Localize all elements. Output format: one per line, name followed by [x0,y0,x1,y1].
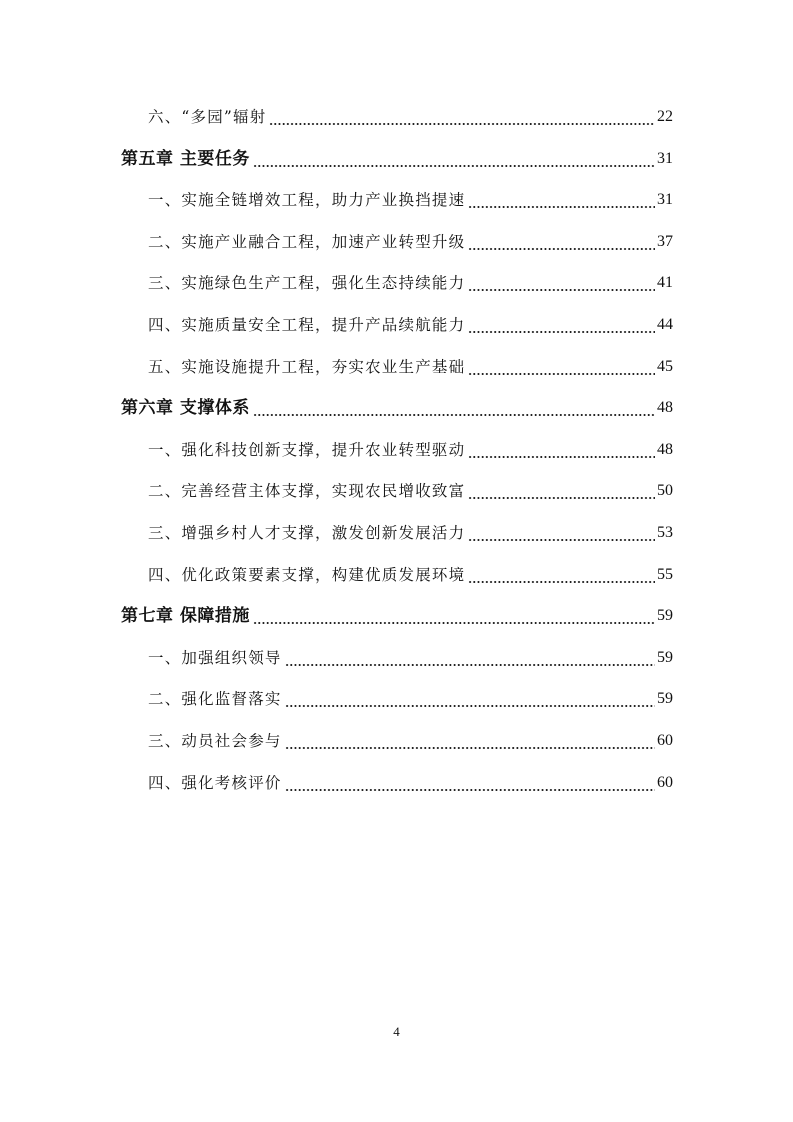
toc-entry-page: 55 [657,565,673,583]
toc-entry-page: 31 [657,149,673,167]
toc-entry-title: 六、“多园”辐射 [148,108,267,126]
toc-entry-title: 三、动员社会参与 [148,732,282,750]
toc-entry-ch7-section-3[interactable] [148,722,673,752]
toc-entry-page: 22 [657,108,673,125]
toc-leader-dots [468,564,655,586]
toc-entry-page: 48 [657,440,673,458]
toc-entry-ch5-section-3[interactable] [148,264,673,294]
toc-leader-dots [468,356,655,378]
toc-leader-dots [285,772,655,794]
toc-entry-ch5-section-2[interactable] [148,223,673,253]
toc-entry-title: 四、优化政策要素支撑，构建优质发展环境 [148,565,466,584]
toc-entry-ch6-section-1[interactable] [148,431,673,461]
toc-entry-chapter-5[interactable] [121,140,673,170]
toc-leader-dots [468,189,655,211]
toc-entry-page: 60 [657,732,673,749]
toc-entry-ch6-section-2[interactable] [148,472,673,502]
toc-entry-title: 二、完善经营主体支撑，实现农民增收致富 [148,482,466,501]
toc-entry-title: 三、增强乡村人才支撑，激发创新发展活力 [148,524,466,542]
toc-entry-ch6-section-4[interactable] [148,556,673,586]
toc-chapter-title: 第五章 主要任务 [121,148,250,169]
toc-entry-title: 一、加强组织领导 [148,648,282,667]
toc-leader-dots [285,688,655,710]
toc-leader-dots [468,272,655,294]
toc-leader-dots [285,730,655,752]
toc-entry-chapter-6[interactable] [121,389,673,419]
toc-leader-dots [253,397,655,419]
toc-entry-title: 三、实施绿色生产工程，强化生态持续能力 [148,274,466,293]
toc-entry-ch5-section-5[interactable] [148,348,673,378]
toc-leader-dots [269,106,655,128]
toc-entry-page: 59 [657,607,673,625]
toc-entry-title: 二、强化监督落实 [148,690,282,709]
toc-entry-chapter-7[interactable] [121,597,673,627]
toc-leader-dots [468,480,655,502]
toc-entry-ch7-section-1[interactable] [148,639,673,669]
toc-entry-ch7-section-2[interactable] [148,680,673,710]
toc-entry-title: 一、实施全链增效工程，助力产业换挡提速 [148,191,466,210]
toc-entry-title: 四、强化考核评价 [148,773,282,792]
toc-entry-section-6-duoyuan[interactable] [148,98,673,128]
toc-entry-page: 59 [657,648,673,666]
toc-entry-ch5-section-1[interactable] [148,181,673,211]
toc-entry-page: 50 [657,482,673,500]
toc-leader-dots [468,314,655,336]
toc-leader-dots [253,605,655,627]
toc-entry-page: 59 [657,690,673,708]
toc-leader-dots [468,522,655,544]
toc-entry-page: 37 [657,232,673,250]
toc-entry-ch5-section-4[interactable] [148,306,673,336]
toc-entry-page: 45 [657,357,673,375]
toc-leader-dots [253,148,655,170]
toc-entry-page: 53 [657,524,673,541]
toc-entry-page: 44 [657,316,673,333]
toc-entry-ch6-section-3[interactable] [148,514,673,544]
toc-entry-page: 48 [657,399,673,417]
toc-leader-dots [468,439,655,461]
toc-entry-title: 五、实施设施提升工程，夯实农业生产基础 [148,357,466,376]
page-number: 4 [393,1024,400,1039]
toc-entry-page: 41 [657,274,673,292]
toc-chapter-title: 第七章 保障措施 [121,606,250,627]
toc-leader-dots [468,231,655,253]
toc-entry-ch7-section-4[interactable] [148,764,673,794]
toc-entry-page: 60 [657,773,673,791]
toc-entry-title: 四、实施质量安全工程，提升产品续航能力 [148,316,466,334]
toc-entry-page: 31 [657,191,673,209]
toc-entry-title: 一、强化科技创新支撑，提升农业转型驱动 [148,440,466,459]
toc-chapter-title: 第六章 支撑体系 [121,398,250,419]
toc-entry-title: 二、实施产业融合工程，加速产业转型升级 [148,232,466,251]
toc-leader-dots [285,647,655,669]
